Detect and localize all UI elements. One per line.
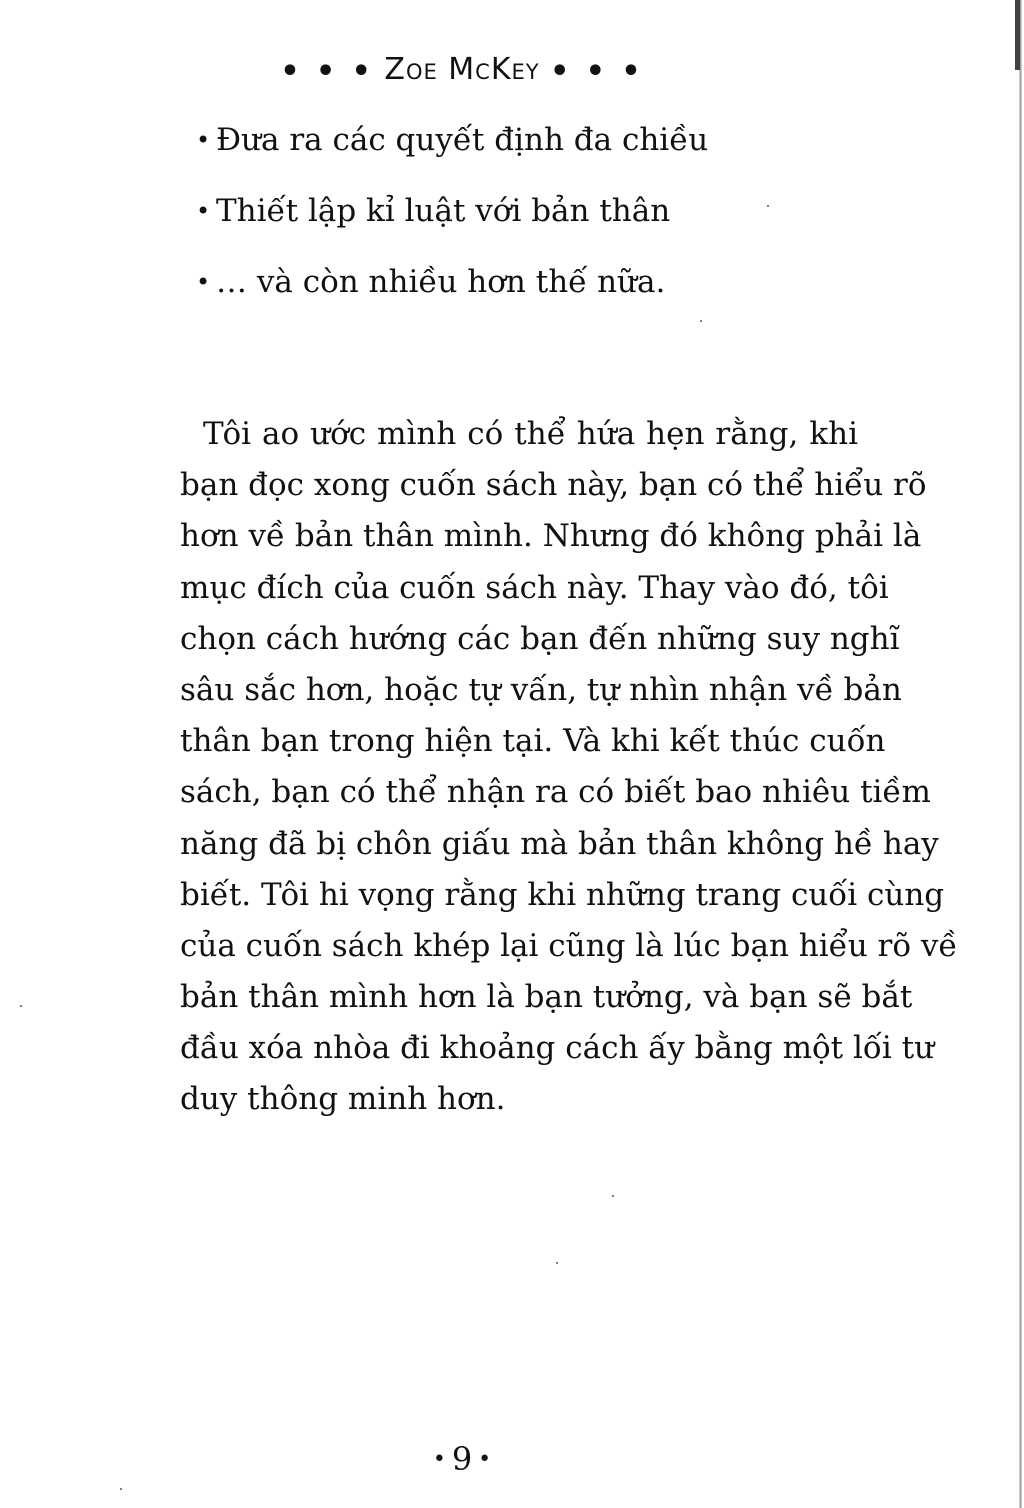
body-paragraph [180,409,958,1126]
paragraph-line: chọn cách hướng các bạn đến những suy nghĩ [180,620,900,657]
paragraph-line: đầu xóa nhòa đi khoảng cách ấy bằng một lối tư [180,1030,935,1067]
paragraph-line: sâu sắc hơn, hoặc tự vấn, tự nhìn nhận về bản [180,671,902,708]
scan-speck [20,1005,22,1007]
scan-edge-shadow [1019,0,1022,1508]
author-name: Zoe McKey [384,52,540,87]
scan-speck [556,1262,558,1264]
running-header [0,52,924,89]
scan-edge-shadow-top [1015,0,1020,70]
footer-dot-right: • [478,1447,492,1472]
bullet-list [196,122,708,335]
paragraph-line: bạn đọc xong cuốn sách này, bạn có thể hiểu rõ [180,467,927,504]
bullet-item [196,122,708,193]
paragraph-line: của cuốn sách khép lại cũng là lúc bạn hiểu rõ về [180,927,958,964]
paragraph-line: mục đích của cuốn sách này. Thay vào đó, tôi [180,569,889,606]
scan-speck [767,205,769,207]
bullet-text: Thiết lập kỉ luật với bản thân [216,193,671,229]
header-dots-right: • • • [550,54,644,89]
bullet-item [196,264,708,335]
scan-speck [120,1488,122,1490]
bullet-icon: • [196,126,211,154]
bullet-icon: • [196,197,211,225]
page-footer [0,1440,924,1478]
paragraph-line: sách, bạn có thể nhận ra có biết bao nhiêu tiềm [180,774,931,811]
paragraph-line: Tôi ao ước mình có thể hứa hẹn rằng, khi [203,416,858,452]
scan-speck [612,1195,614,1197]
bullet-item [196,193,708,264]
header-dots-left: • • • [280,54,374,89]
paragraph-line: năng đã bị chôn giấu mà bản thân không hề hay [180,825,939,862]
bullet-text: … và còn nhiều hơn thế nữa. [216,264,666,300]
paragraph-line: bản thân mình hơn là bạn tưởng, và bạn sẽ bắt [180,979,913,1016]
paragraph-line: thân bạn trong hiện tại. Và khi kết thúc cuốn [180,723,886,760]
bullet-icon: • [196,268,211,296]
page-number: 9 [451,1440,473,1478]
bullet-text: Đưa ra các quyết định đa chiều [216,122,709,158]
paragraph-line: biết. Tôi hi vọng rằng khi những trang cuối cùng [180,876,945,913]
footer-dot-left: • [432,1447,446,1472]
paragraph-line: hơn về bản thân mình. Nhưng đó không phải là [180,518,922,555]
paragraph-line: duy thông minh hơn. [180,1081,506,1118]
